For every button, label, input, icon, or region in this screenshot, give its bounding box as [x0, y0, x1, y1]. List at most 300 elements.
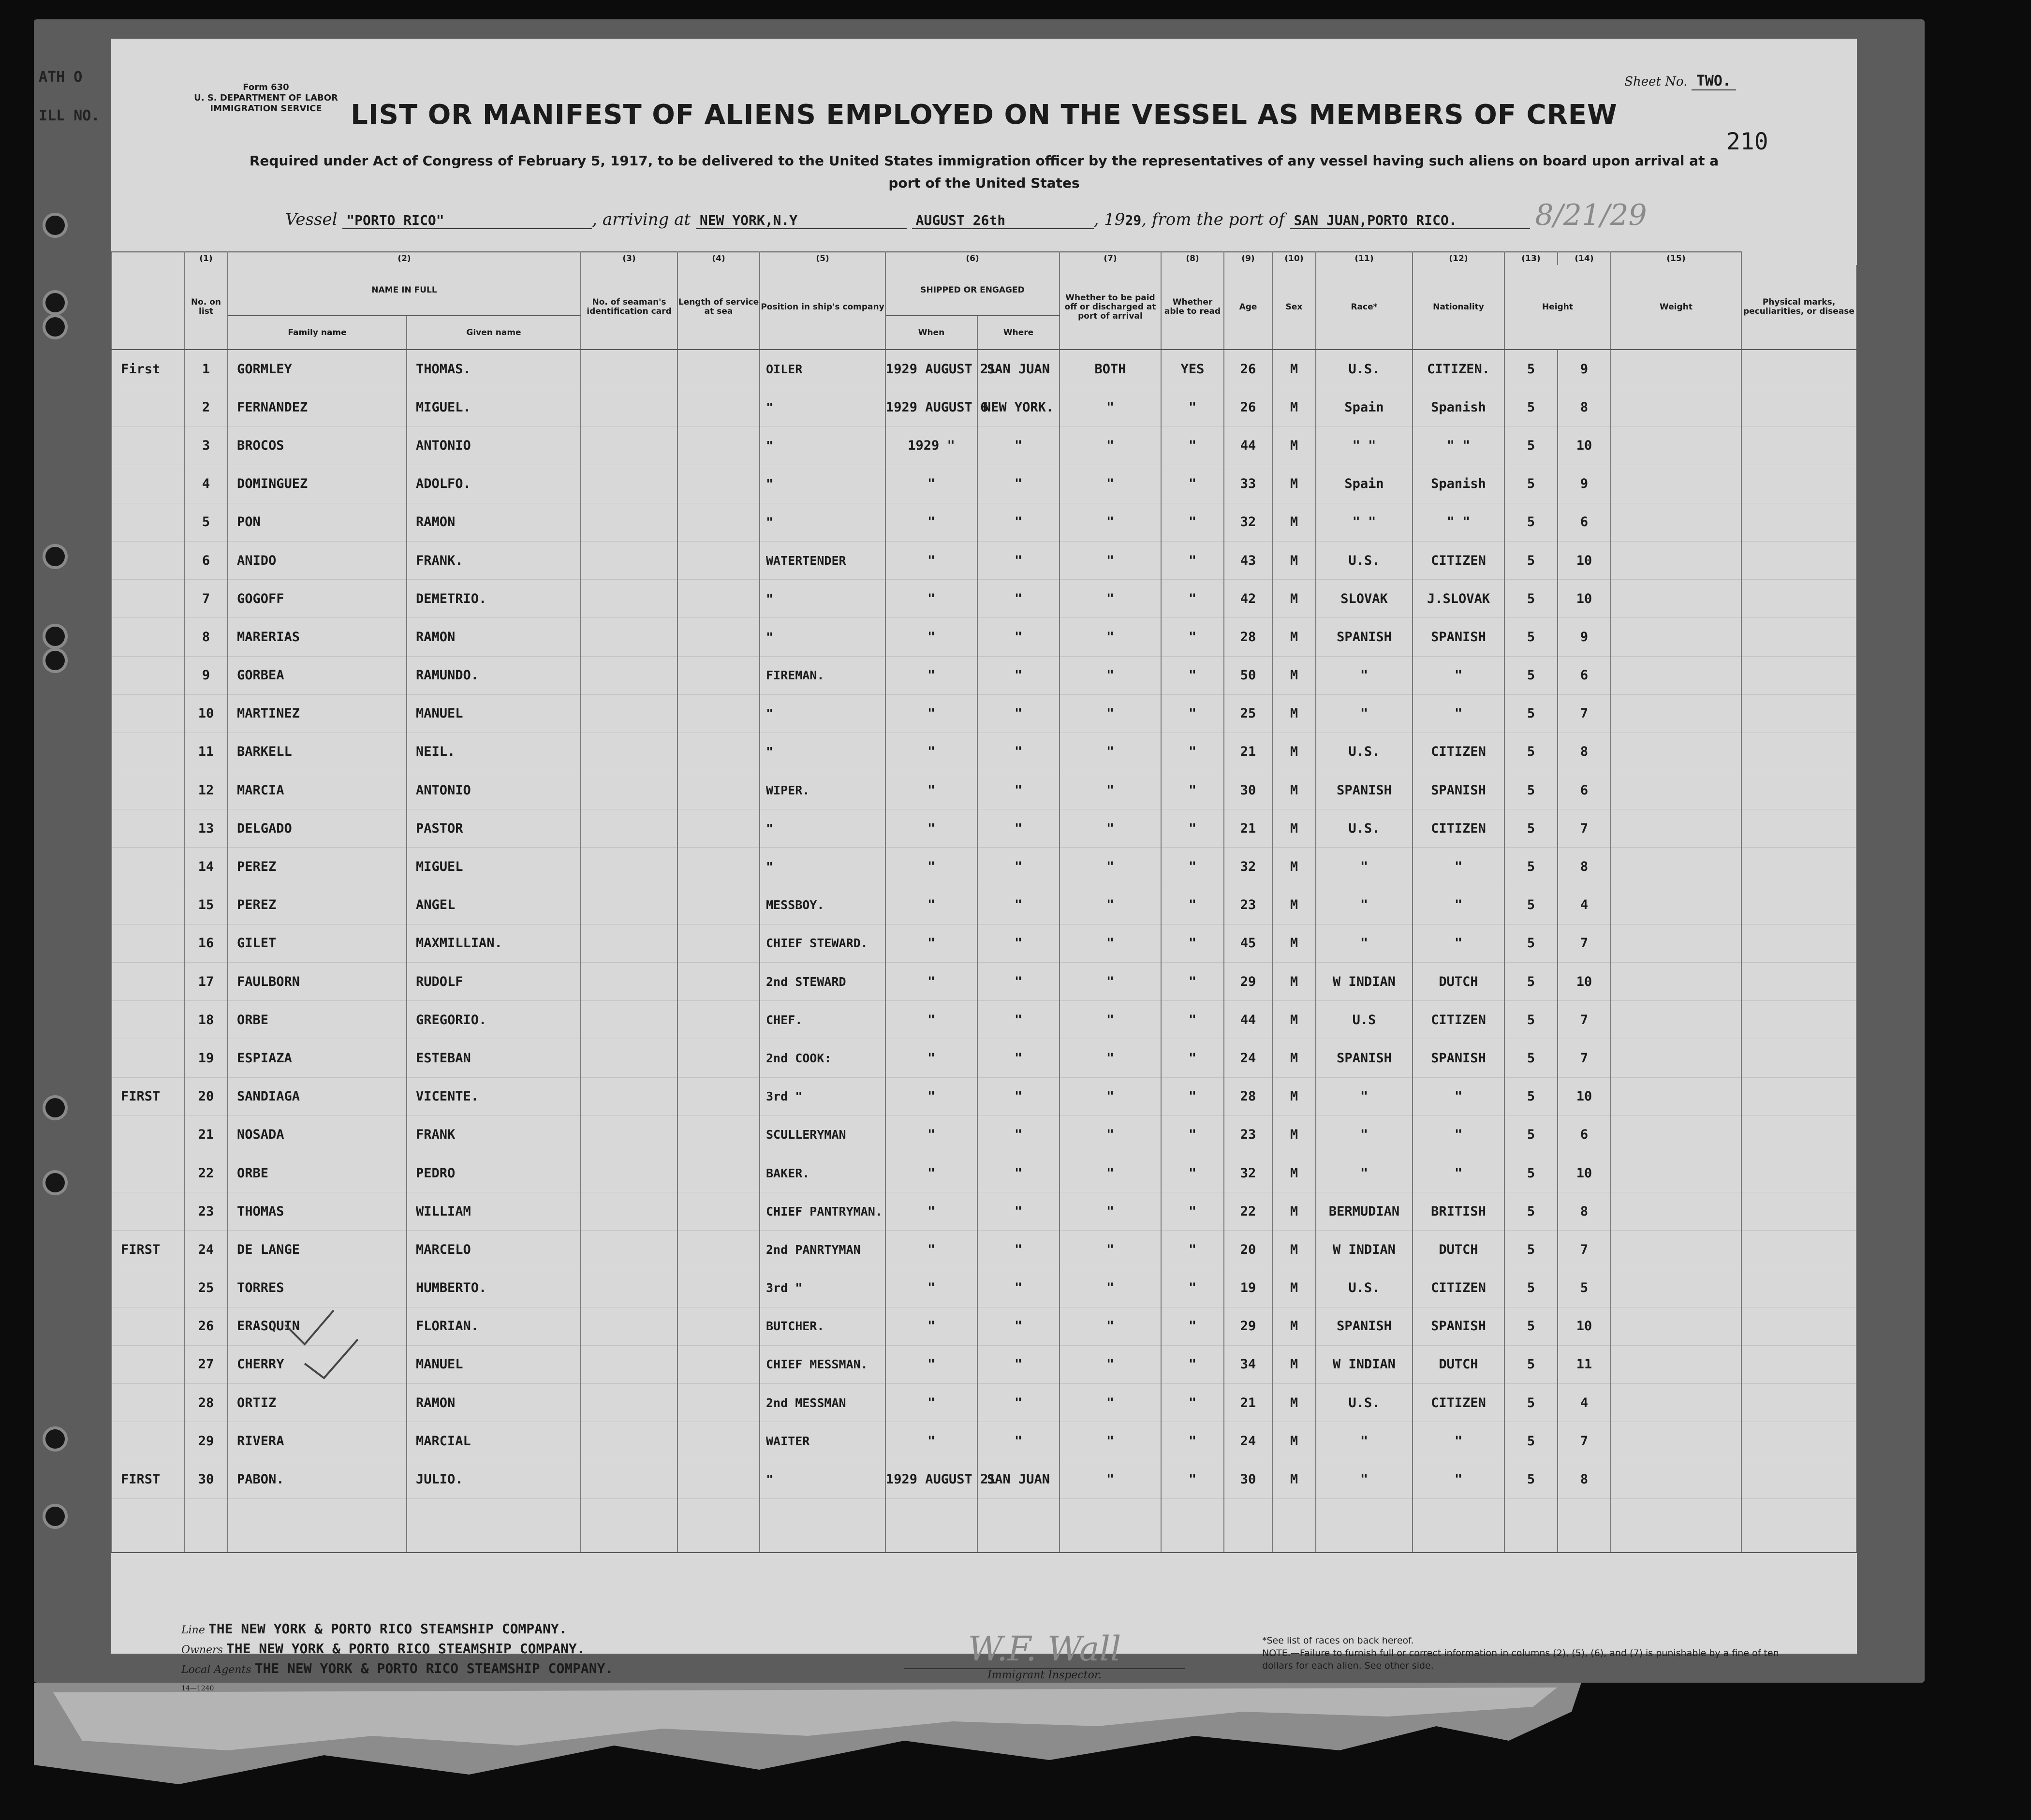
- cell-given: MAXMILLIAN.: [407, 924, 581, 962]
- cell-given: JULIO.: [407, 1460, 581, 1498]
- cell-where: ": [977, 809, 1060, 848]
- cell-weight: [1611, 580, 1741, 618]
- cell-physical: [1741, 541, 1856, 579]
- header-weight: Weight: [1611, 265, 1741, 350]
- crew-row: [112, 618, 1856, 656]
- cell-mark: [112, 694, 184, 733]
- cell-ft: 5: [1504, 963, 1558, 1001]
- cell-physical: [1741, 465, 1856, 503]
- col-num: (14): [1558, 252, 1611, 265]
- cell-ft: 5: [1504, 388, 1558, 426]
- cell-no: 4: [184, 465, 228, 503]
- cell-in: 10: [1558, 1077, 1611, 1115]
- cell-paid: ": [1060, 465, 1161, 503]
- cell-sex: M: [1272, 886, 1316, 924]
- cell-read: ": [1161, 1077, 1224, 1115]
- col-num: (9): [1224, 252, 1272, 265]
- cell-family: RIVERA: [228, 1422, 407, 1460]
- cell-age: 44: [1224, 1001, 1272, 1039]
- cell-race: SPANISH: [1316, 618, 1413, 656]
- cell-physical: [1741, 618, 1856, 656]
- cell-where: ": [977, 1345, 1060, 1383]
- cell-paid: ": [1060, 1345, 1161, 1383]
- cell-read: ": [1161, 503, 1224, 541]
- cell-card: [581, 924, 677, 962]
- cell-service: [677, 465, 760, 503]
- sheet-number-label: Sheet No.: [1624, 74, 1688, 89]
- cell-in: 11: [1558, 1345, 1611, 1383]
- cell-physical: [1741, 656, 1856, 694]
- cell-mark: [112, 924, 184, 962]
- cell-in: 7: [1558, 694, 1611, 733]
- cell-when: ": [885, 1422, 977, 1460]
- cell-weight: [1611, 694, 1741, 733]
- cell-position: 2nd MESSMAN: [760, 1384, 885, 1422]
- cell-given: THOMAS.: [407, 350, 581, 388]
- manifest-title: LIST OR MANIFEST OF ALIENS EMPLOYED ON THE VESSEL AS MEMBERS OF CREW: [351, 99, 1618, 131]
- cell-paid: ": [1060, 1115, 1161, 1154]
- cell-age: 43: [1224, 541, 1272, 579]
- cell-age: 32: [1224, 848, 1272, 886]
- cell-ft: 5: [1504, 503, 1558, 541]
- crew-row: [112, 809, 1856, 848]
- cell-physical: [1741, 1269, 1856, 1307]
- col-num: (3): [581, 252, 677, 265]
- cell-service: [677, 580, 760, 618]
- cell-nationality: ": [1413, 1077, 1504, 1115]
- header-nationality: Nationality: [1413, 265, 1504, 350]
- cell-position: CHEF.: [760, 1001, 885, 1039]
- cell-no: 16: [184, 924, 228, 962]
- cell-card: [581, 1269, 677, 1307]
- cell-age: 50: [1224, 656, 1272, 694]
- cell-given: ANTONIO: [407, 771, 581, 809]
- cell-where: ": [977, 1384, 1060, 1422]
- cell-in: 6: [1558, 771, 1611, 809]
- arrival-year: 29: [1125, 212, 1142, 228]
- cell-paid: ": [1060, 963, 1161, 1001]
- cell-empty: [407, 1498, 581, 1553]
- cell-age: 45: [1224, 924, 1272, 962]
- cell-race: SPANISH: [1316, 771, 1413, 809]
- cell-empty: [977, 1498, 1060, 1553]
- cell-sex: M: [1272, 848, 1316, 886]
- binder-hole: [43, 1170, 68, 1195]
- cell-card: [581, 963, 677, 1001]
- cell-mark: [112, 426, 184, 465]
- binder-hole: [43, 1504, 68, 1529]
- cell-sex: M: [1272, 694, 1316, 733]
- cell-empty: [677, 1498, 760, 1553]
- header-age: Age: [1224, 265, 1272, 350]
- cell-when: ": [885, 1384, 977, 1422]
- cell-weight: [1611, 848, 1741, 886]
- cell-sex: M: [1272, 580, 1316, 618]
- cell-ft: 5: [1504, 809, 1558, 848]
- cell-position: ": [760, 580, 885, 618]
- cell-age: 32: [1224, 1154, 1272, 1192]
- cell-card: [581, 350, 677, 388]
- cell-where: ": [977, 1269, 1060, 1307]
- cell-empty: [1611, 1498, 1741, 1553]
- cell-weight: [1611, 465, 1741, 503]
- cell-in: 7: [1558, 1001, 1611, 1039]
- cell-family: PON: [228, 503, 407, 541]
- cell-empty: [1413, 1498, 1504, 1553]
- cell-service: [677, 1077, 760, 1115]
- cell-nationality: CITIZEN: [1413, 541, 1504, 579]
- cell-where: ": [977, 963, 1060, 1001]
- header-height: Height: [1504, 265, 1611, 350]
- cell-family: MARERIAS: [228, 618, 407, 656]
- cell-sex: M: [1272, 1345, 1316, 1383]
- cell-card: [581, 1307, 677, 1345]
- cell-weight: [1611, 503, 1741, 541]
- cell-given: VICENTE.: [407, 1077, 581, 1115]
- crew-row: [112, 580, 1856, 618]
- mark-column-header: [112, 265, 184, 350]
- cell-when: ": [885, 1307, 977, 1345]
- cell-read: ": [1161, 924, 1224, 962]
- cell-where: ": [977, 503, 1060, 541]
- cell-ft: 5: [1504, 1460, 1558, 1498]
- crew-row: [112, 465, 1856, 503]
- department-name: U. S. DEPARTMENT OF LABOR: [194, 93, 338, 103]
- cell-family: THOMAS: [228, 1192, 407, 1231]
- cell-service: [677, 426, 760, 465]
- cell-no: 27: [184, 1345, 228, 1383]
- col-num: (10): [1272, 252, 1316, 265]
- cell-where: NEW YORK.: [977, 388, 1060, 426]
- cell-race: SLOVAK: [1316, 580, 1413, 618]
- cell-physical: [1741, 1384, 1856, 1422]
- cell-physical: [1741, 694, 1856, 733]
- cell-physical: [1741, 1422, 1856, 1460]
- cell-in: 10: [1558, 963, 1611, 1001]
- cell-given: RUDOLF: [407, 963, 581, 1001]
- cell-where: ": [977, 886, 1060, 924]
- cell-weight: [1611, 1039, 1741, 1077]
- binder-hole: [43, 1095, 68, 1120]
- cell-card: [581, 1460, 677, 1498]
- cell-in: 4: [1558, 886, 1611, 924]
- cell-nationality: J.SLOVAK: [1413, 580, 1504, 618]
- cell-when: ": [885, 733, 977, 771]
- cell-no: 24: [184, 1231, 228, 1269]
- cell-mark: [112, 388, 184, 426]
- sheet-number: [1624, 73, 1736, 89]
- cell-service: [677, 963, 760, 1001]
- cell-where: SAN JUAN: [977, 350, 1060, 388]
- cell-no: 22: [184, 1154, 228, 1192]
- cell-weight: [1611, 1115, 1741, 1154]
- cell-given: RAMON: [407, 618, 581, 656]
- cell-ft: 5: [1504, 350, 1558, 388]
- col-num: (11): [1316, 252, 1413, 265]
- cell-when: ": [885, 809, 977, 848]
- service-name: IMMIGRATION SERVICE: [210, 103, 322, 114]
- cell-when: 1929 AUGUST 21: [885, 1460, 977, 1498]
- cell-position: ": [760, 465, 885, 503]
- cell-ft: 5: [1504, 618, 1558, 656]
- cell-race: W INDIAN: [1316, 1231, 1413, 1269]
- cell-age: 23: [1224, 1115, 1272, 1154]
- cell-weight: [1611, 350, 1741, 388]
- cell-service: [677, 694, 760, 733]
- cell-service: [677, 1460, 760, 1498]
- cell-in: 7: [1558, 1231, 1611, 1269]
- header-shipped: SHIPPED OR ENGAGED: [885, 265, 1060, 316]
- inspector-signature: W.F. Wall: [904, 1629, 1185, 1669]
- cell-nationality: CITIZEN.: [1413, 350, 1504, 388]
- cell-race: U.S.: [1316, 733, 1413, 771]
- cell-physical: [1741, 350, 1856, 388]
- cell-weight: [1611, 1307, 1741, 1345]
- col-num: (2): [228, 252, 581, 265]
- cell-race: U.S.: [1316, 1269, 1413, 1307]
- cell-ft: 5: [1504, 848, 1558, 886]
- cell-physical: [1741, 1460, 1856, 1498]
- cell-family: ERASQUIN: [228, 1307, 407, 1345]
- cell-no: 10: [184, 694, 228, 733]
- cell-when: ": [885, 1115, 977, 1154]
- cell-service: [677, 503, 760, 541]
- cell-in: 6: [1558, 503, 1611, 541]
- cell-no: 9: [184, 656, 228, 694]
- cell-read: ": [1161, 541, 1224, 579]
- cell-position: ": [760, 426, 885, 465]
- cell-sex: M: [1272, 1001, 1316, 1039]
- cell-mark: [112, 771, 184, 809]
- cell-empty: [1272, 1498, 1316, 1553]
- cell-paid: ": [1060, 924, 1161, 962]
- cell-mark: [112, 1384, 184, 1422]
- cell-where: ": [977, 1192, 1060, 1231]
- cell-card: [581, 503, 677, 541]
- cell-when: ": [885, 618, 977, 656]
- cell-family: SANDIAGA: [228, 1077, 407, 1115]
- inspector-caption: Immigrant Inspector.: [987, 1669, 1102, 1681]
- cell-in: 6: [1558, 656, 1611, 694]
- cell-given: ANGEL: [407, 886, 581, 924]
- cell-race: ": [1316, 1115, 1413, 1154]
- cell-sex: M: [1272, 963, 1316, 1001]
- cell-given: PASTOR: [407, 809, 581, 848]
- cell-empty: [1504, 1498, 1558, 1553]
- cell-physical: [1741, 886, 1856, 924]
- cell-age: 42: [1224, 580, 1272, 618]
- cell-sex: M: [1272, 618, 1316, 656]
- cell-empty: [1224, 1498, 1272, 1553]
- cell-nationality: SPANISH: [1413, 618, 1504, 656]
- cell-position: 2nd COOK:: [760, 1039, 885, 1077]
- cell-sex: M: [1272, 1307, 1316, 1345]
- cell-nationality: SPANISH: [1413, 1307, 1504, 1345]
- cell-physical: [1741, 1115, 1856, 1154]
- cell-age: 21: [1224, 809, 1272, 848]
- agents-label: Local Agents: [181, 1664, 251, 1676]
- blank-row: [112, 1498, 1856, 1553]
- crew-row: [112, 656, 1856, 694]
- cell-no: 15: [184, 886, 228, 924]
- cell-in: 7: [1558, 1039, 1611, 1077]
- cell-in: 7: [1558, 809, 1611, 848]
- cell-when: 1929 AUGUST 6: [885, 388, 977, 426]
- from-port-label: , from the port of: [1141, 210, 1285, 229]
- cell-weight: [1611, 1231, 1741, 1269]
- cell-age: 25: [1224, 694, 1272, 733]
- cell-where: ": [977, 694, 1060, 733]
- cell-card: [581, 388, 677, 426]
- cell-sex: M: [1272, 771, 1316, 809]
- penalty-note: NOTE.—Failure to furnish full or correct information in columns (2), (5), (6), and (7) is punishable by a fine of ten dollars for each alien. See other side.: [1262, 1648, 1779, 1671]
- cell-given: WILLIAM: [407, 1192, 581, 1231]
- cell-weight: [1611, 618, 1741, 656]
- cell-given: NEIL.: [407, 733, 581, 771]
- crew-row: [112, 503, 1856, 541]
- cell-race: SPANISH: [1316, 1307, 1413, 1345]
- cell-ft: 5: [1504, 465, 1558, 503]
- cell-ft: 5: [1504, 1345, 1558, 1383]
- cell-no: 6: [184, 541, 228, 579]
- crew-row: [112, 924, 1856, 962]
- cell-sex: M: [1272, 1422, 1316, 1460]
- cell-no: 26: [184, 1307, 228, 1345]
- cell-position: CHIEF STEWARD.: [760, 924, 885, 962]
- crew-row: [112, 1039, 1856, 1077]
- cell-family: DOMINGUEZ: [228, 465, 407, 503]
- footnotes: [1262, 1634, 1794, 1672]
- cell-in: 8: [1558, 388, 1611, 426]
- cell-when: ": [885, 1077, 977, 1115]
- cell-empty: [184, 1498, 228, 1553]
- cell-age: 28: [1224, 618, 1272, 656]
- cell-paid: ": [1060, 388, 1161, 426]
- cell-read: ": [1161, 388, 1224, 426]
- cell-given: HUMBERTO.: [407, 1269, 581, 1307]
- crew-row: [112, 541, 1856, 579]
- cell-nationality: CITIZEN: [1413, 809, 1504, 848]
- col-num: (4): [677, 252, 760, 265]
- cell-card: [581, 541, 677, 579]
- cell-read: YES: [1161, 350, 1224, 388]
- cell-mark: FIRST: [112, 1077, 184, 1115]
- cell-nationality: ": [1413, 848, 1504, 886]
- cell-physical: [1741, 580, 1856, 618]
- cell-where: ": [977, 924, 1060, 962]
- cell-family: FERNANDEZ: [228, 388, 407, 426]
- cell-empty: [760, 1498, 885, 1553]
- cell-physical: [1741, 388, 1856, 426]
- cell-weight: [1611, 1154, 1741, 1192]
- cell-ft: 5: [1504, 1307, 1558, 1345]
- vessel-label: Vessel: [285, 210, 338, 229]
- cell-physical: [1741, 1231, 1856, 1269]
- cell-race: W INDIAN: [1316, 963, 1413, 1001]
- cell-read: ": [1161, 886, 1224, 924]
- cell-read: ": [1161, 1422, 1224, 1460]
- binder-hole: [43, 624, 68, 649]
- cell-race: ": [1316, 1460, 1413, 1498]
- cell-read: ": [1161, 848, 1224, 886]
- cell-nationality: ": [1413, 1154, 1504, 1192]
- cell-sex: M: [1272, 388, 1316, 426]
- header-able-read: Whether able to read: [1161, 265, 1224, 350]
- cell-read: ": [1161, 426, 1224, 465]
- crew-manifest-page: [111, 39, 1857, 1692]
- cell-when: ": [885, 848, 977, 886]
- cell-card: [581, 1039, 677, 1077]
- cell-mark: [112, 1001, 184, 1039]
- cell-ft: 5: [1504, 1384, 1558, 1422]
- cell-given: FRANK: [407, 1115, 581, 1154]
- cell-ft: 5: [1504, 1192, 1558, 1231]
- cell-where: ": [977, 1115, 1060, 1154]
- torn-paper-edge: [34, 1683, 1581, 1804]
- cell-given: MARCELO: [407, 1231, 581, 1269]
- cell-physical: [1741, 771, 1856, 809]
- crew-row: [112, 1154, 1856, 1192]
- cell-in: 8: [1558, 1460, 1611, 1498]
- cell-card: [581, 809, 677, 848]
- cell-no: 25: [184, 1269, 228, 1307]
- agents-code: 14—1240: [181, 1685, 214, 1692]
- cell-position: ": [760, 503, 885, 541]
- cell-empty: [228, 1498, 407, 1553]
- cell-family: GOGOFF: [228, 580, 407, 618]
- cell-age: 20: [1224, 1231, 1272, 1269]
- cell-given: RAMON: [407, 1384, 581, 1422]
- cell-read: ": [1161, 963, 1224, 1001]
- cell-card: [581, 1345, 677, 1383]
- cell-where: ": [977, 733, 1060, 771]
- cell-where: ": [977, 771, 1060, 809]
- cell-service: [677, 809, 760, 848]
- cell-when: ": [885, 656, 977, 694]
- margin-marks: [39, 58, 100, 135]
- binder-hole: [43, 314, 68, 339]
- cell-where: SAN JUAN: [977, 1460, 1060, 1498]
- cell-ft: 5: [1504, 733, 1558, 771]
- cell-no: 8: [184, 618, 228, 656]
- cell-service: [677, 1039, 760, 1077]
- cell-where: ": [977, 580, 1060, 618]
- cell-service: [677, 618, 760, 656]
- header-when: When: [885, 316, 977, 350]
- cell-age: 26: [1224, 350, 1272, 388]
- cell-age: 26: [1224, 388, 1272, 426]
- cell-no: 29: [184, 1422, 228, 1460]
- col-num: (12): [1413, 252, 1504, 265]
- cell-card: [581, 733, 677, 771]
- cell-paid: ": [1060, 580, 1161, 618]
- cell-paid: ": [1060, 1384, 1161, 1422]
- cell-position: CHIEF MESSMAN.: [760, 1345, 885, 1383]
- cell-when: ": [885, 886, 977, 924]
- cell-mark: [112, 809, 184, 848]
- crew-row: [112, 1231, 1856, 1269]
- year-prefix: , 19: [1093, 210, 1125, 229]
- cell-paid: ": [1060, 1192, 1161, 1231]
- cell-empty: [1558, 1498, 1611, 1553]
- cell-nationality: ": [1413, 1460, 1504, 1498]
- cell-weight: [1611, 1192, 1741, 1231]
- cell-ft: 5: [1504, 886, 1558, 924]
- cell-read: ": [1161, 1001, 1224, 1039]
- cell-ft: 5: [1504, 1422, 1558, 1460]
- cell-position: 3rd ": [760, 1269, 885, 1307]
- cell-age: 44: [1224, 426, 1272, 465]
